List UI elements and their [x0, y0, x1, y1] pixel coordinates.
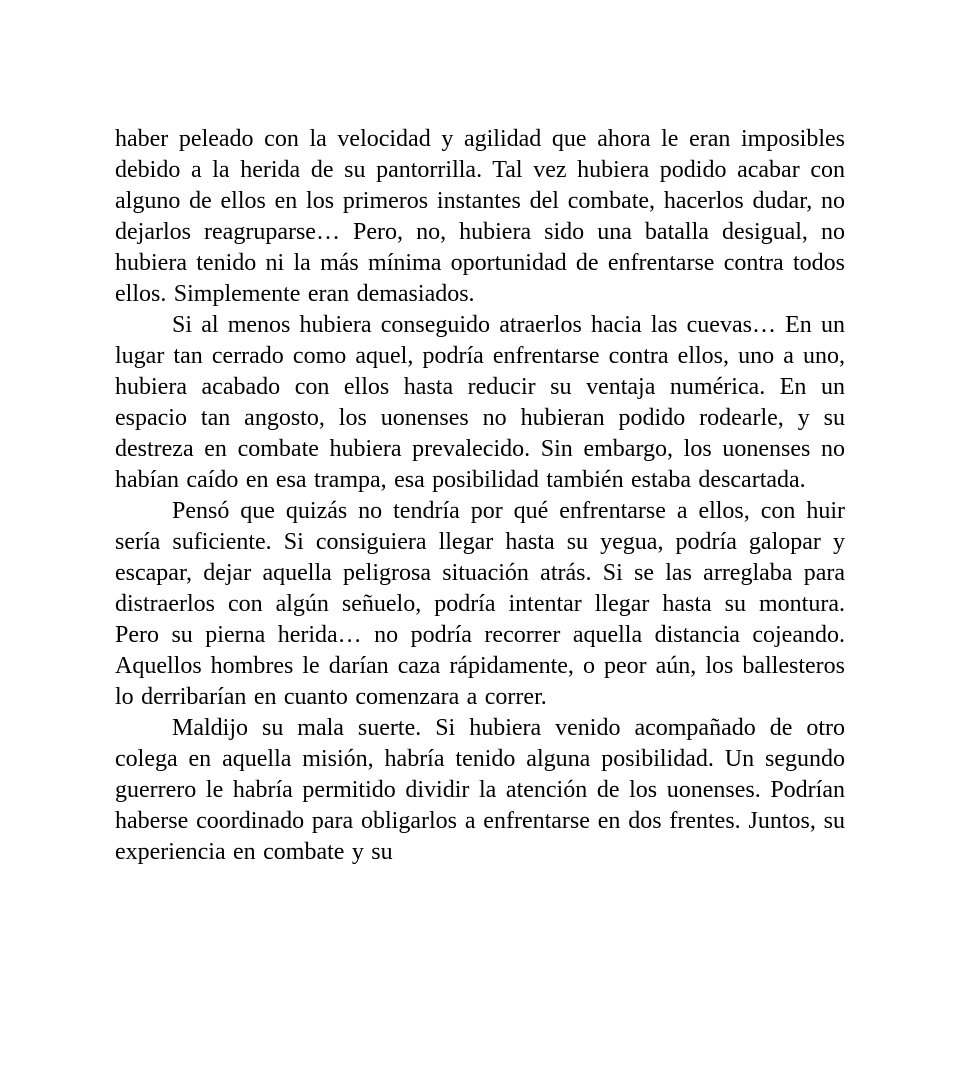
text-block: [115, 124, 845, 868]
paragraph-3: Pensó que quizás no tendría por qué enfrentarse a ellos, con huir sería suficiente. Si consiguiera llegar hasta su yegua, podría galopar y escapar, dejar aquella peligrosa situación atrás. Si se las arreglaba para distraerlos con algún señuelo, podría intentar llegar hasta su montura. Pero su pierna herida… no podría recorrer aquella distancia cojeando. Aquellos hombres le darían caza rápidamente, o peor aún, los ballesteros lo derribarían en cuanto comenzara a correr.: [115, 498, 845, 710]
paragraph-4: Maldijo su mala suerte. Si hubiera venido acompañado de otro colega en aquella misión, habría tenido alguna posibilidad. Un segundo guerrero le habría permitido dividir la atención de los uonenses. Podrían haberse coordinado para obligarlos a enfrentarse en dos frentes. Juntos, su experiencia en combate y su: [115, 715, 845, 865]
paragraph-2: Si al menos hubiera conseguido atraerlos hacia las cuevas… En un lugar tan cerrado como aquel, podría enfrentarse contra ellos, uno a uno, hubiera acabado con ellos hasta reducir su ventaja numérica. En un espacio tan angosto, los uonenses no hubieran podido rodearle, y su destreza en combate hubiera prevalecido. Sin embargo, los uonenses no habían caído en esa trampa, esa posibilidad también estaba descartada.: [115, 312, 845, 493]
paragraph-1: haber peleado con la velocidad y agilidad que ahora le eran imposibles debido a la herida de su pantorrilla. Tal vez hubiera podido acabar con alguno de ellos en los primeros instantes del combate, hacerlos dudar, no dejarlos reagruparse… Pero, no, hubiera sido una batalla desigual, no hubiera tenido ni la más mínima oportunidad de enfrentarse contra todos ellos. Simplemente eran demasiados.: [115, 126, 845, 307]
